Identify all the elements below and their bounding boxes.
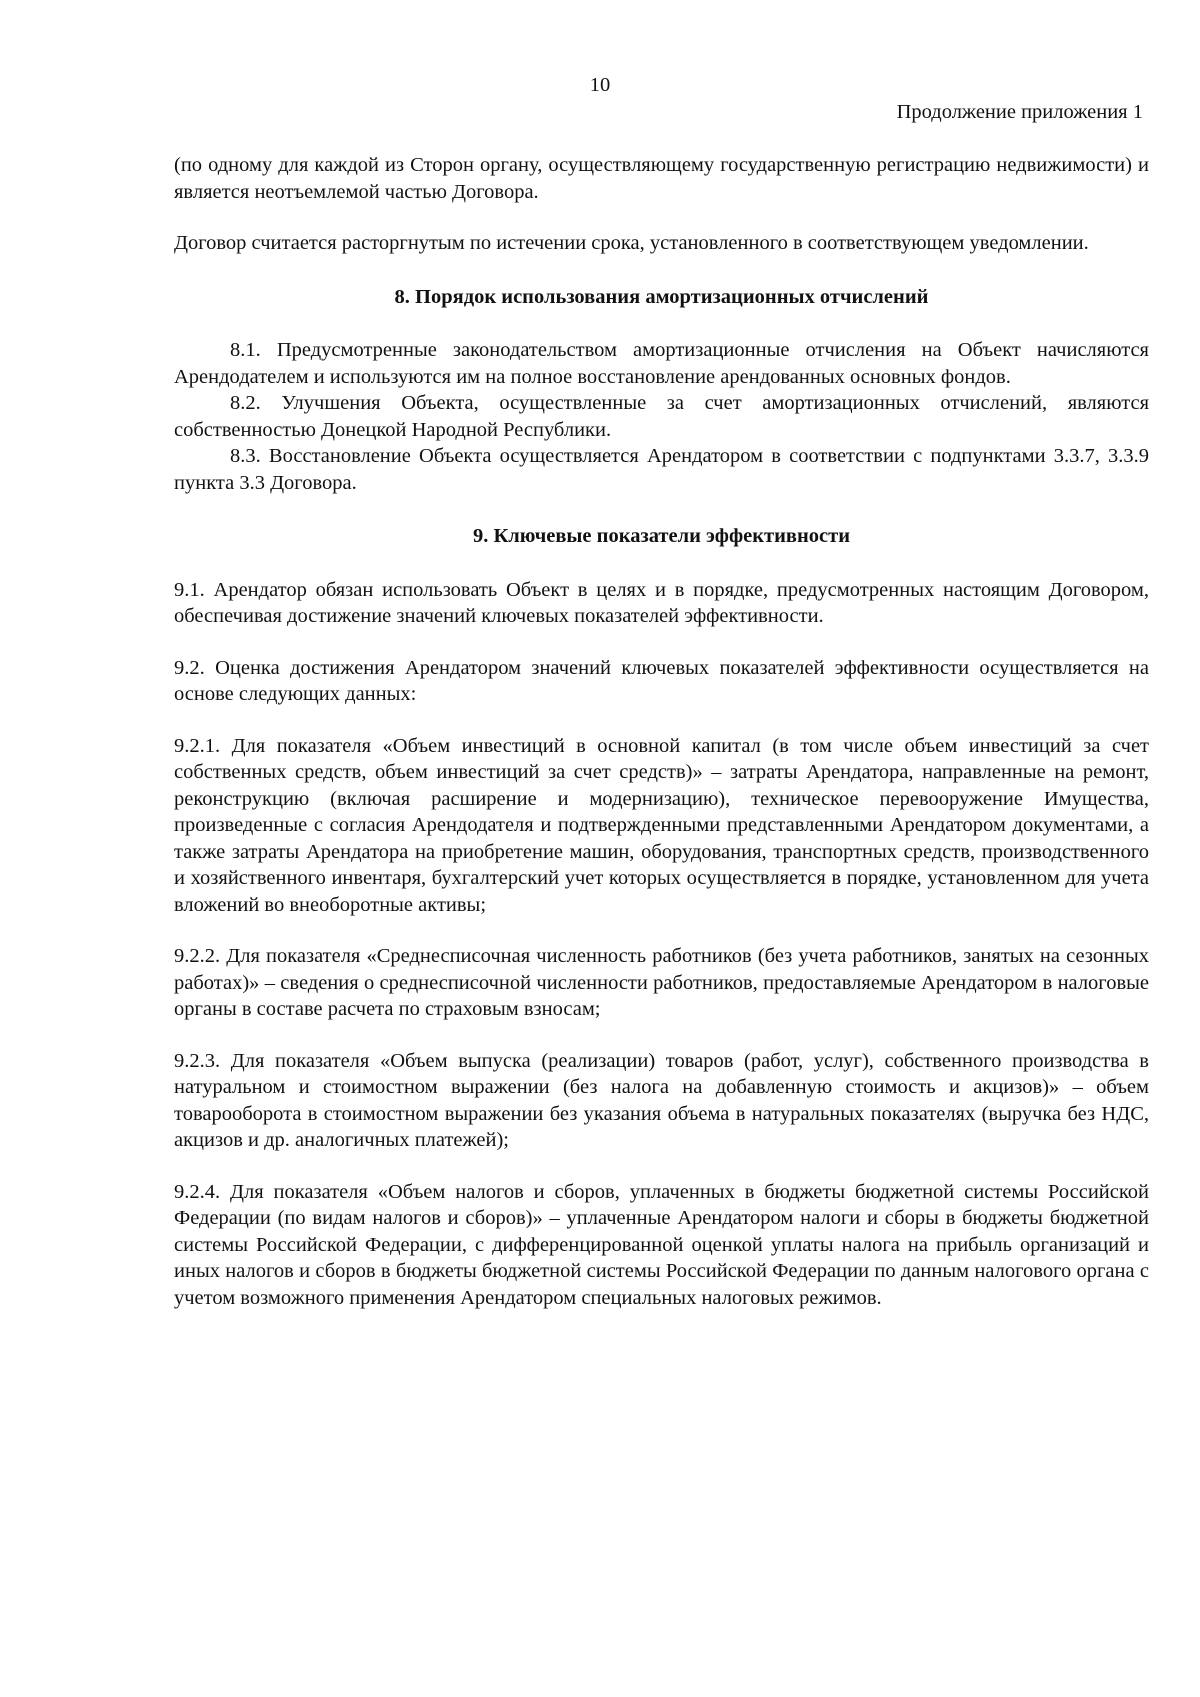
section-9-title: 9. Ключевые показатели эффективности xyxy=(472,525,851,547)
appendix-continuation-note: Продолжение приложения 1 xyxy=(896,101,1143,123)
paragraph-9-2: 9.2. Оценка достижения Арендатором значений ключевых показателей эффективности осуществляется на основе следующих данных: xyxy=(174,656,1149,705)
paragraph-intro-2: Договор считается расторгнутым по истечении срока, установленного в соответствующем уведомлении. xyxy=(174,232,1089,254)
paragraph-8-2: 8.2. Улучшения Объекта, осуществленные за счет амортизационных отчислений, являются собственностью Донецкой Народной Республики. xyxy=(174,392,1149,441)
paragraph-9-2-1: 9.2.1. Для показателя «Объем инвестиций в основной капитал (в том числе объем инвестиций за счет собственных средств, объем инвестиций за счет средств)» – затраты Арендатора, направленные на ремонт, реконструкцию (включая расширение и модернизацию), техническое перевооружение Имущества, произведенные с согласия Арендодателя и подтвержденными представленными Арендатором документами, а также затраты Арендатора на приобретение машин, оборудования, транспортных средств, производственного и хозяйственного инвентаря, бухгалтерский учет которых осуществляется в порядке, установленном для учета вложений во внеоборотные активы; xyxy=(174,734,1149,916)
paragraph-8-1: 8.1. Предусмотренные законодательством амортизационные отчисления на Объект начисляются Арендодателем и используются им на полное восстановление арендованных основных фондов. xyxy=(174,339,1149,388)
paragraph-9-1: 9.1. Арендатор обязан использовать Объект в целях и в порядке, предусмотренных настоящим Договором, обеспечивая достижение значений ключевых показателей эффективности. xyxy=(174,578,1149,627)
paragraph-intro-1: (по одному для каждой из Сторон органу, осуществляющему государственную регистрацию недвижимости) и является неотъемлемой частью Договора. xyxy=(174,154,1149,203)
paragraph-8-3: 8.3. Восстановление Объекта осуществляется Арендатором в соответствии с подпунктами 3.3.7, 3.3.9 пункта 3.3 Договора. xyxy=(174,445,1149,494)
paragraph-9-2-3: 9.2.3. Для показателя «Объем выпуска (реализации) товаров (работ, услуг), собственного производства в натуральном и стоимостном выражении (без налога на добавленную стоимость и акцизов)» – объем товарооборота в стоимостном выражении без указания объема в натуральных показателях (выручка без НДС, акцизов и др. аналогичных платежей); xyxy=(174,1049,1149,1151)
page-number: 10 xyxy=(589,74,611,96)
document-body xyxy=(174,152,1149,1311)
paragraph-9-2-4: 9.2.4. Для показателя «Объем налогов и сборов, уплаченных в бюджеты бюджетной системы Российской Федерации (по видам налогов и сборов)» – уплаченные Арендатором налоги и сборы в бюджеты бюджетной системы Российской Федерации, с дифференцированной оценкой уплаты налога на прибыль организаций и иных налогов и сборов в бюджеты бюджетной системы Российской Федерации по данным налогового органа с учетом возможного применения Арендатором специальных налоговых режимов. xyxy=(174,1180,1149,1309)
section-8-title: 8. Порядок использования амортизационных отчислений xyxy=(394,285,929,308)
paragraph-9-2-2: 9.2.2. Для показателя «Среднесписочная численность работников (без учета работников, занятых на сезонных работах)» – сведения о среднесписочной численности работников, предоставляемые Арендатором в налоговые органы в составе расчета по страховым взносам; xyxy=(174,945,1149,1020)
